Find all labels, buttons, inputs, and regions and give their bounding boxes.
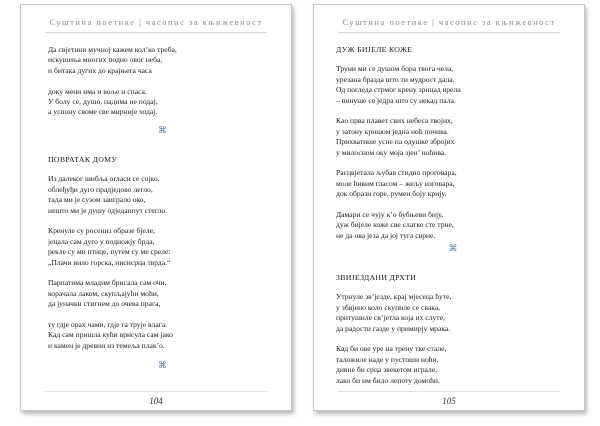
verse-line: и камен је древни из темеља плак’о. <box>48 340 165 350</box>
verse-line: док образи горе, румен боју крију. <box>336 189 447 199</box>
verse-line: да радости газде у примирју мрака. <box>336 323 451 333</box>
verse-line: Да свјетини мучној кажем кол’ко треба, <box>48 45 177 54</box>
running-header: Суштина поетике | часопис за књижевност <box>49 17 263 27</box>
page-number: 104 <box>149 396 163 406</box>
poem-title: ЗВИЈЕЗДАНИ ДРХТИ <box>336 273 417 282</box>
verse-line: не да ова језа да јој туга сврне. <box>336 230 436 240</box>
right-page <box>313 4 585 411</box>
poem-povratak-domu <box>48 155 277 362</box>
ornament-icon: ⌘ <box>448 243 458 253</box>
verse-line: дуж бијеле коже све слатко сте трне, <box>336 220 454 230</box>
verse-line: да јуначки стигнем до очева прага, <box>48 299 161 309</box>
stanza <box>336 116 570 158</box>
footer-rule <box>338 391 560 392</box>
verse-line: лако би им било лепоту домоћи. <box>336 375 440 385</box>
verse-line: – винуше се једра што су некад пала. <box>336 95 456 105</box>
verse-line: рекле су ми птице, путем су ме среле: <box>48 247 171 257</box>
verse-line: Утрнуле зв’језде, крај мјесеца ћуте, <box>336 292 452 302</box>
page-number: 105 <box>442 396 456 406</box>
stanza <box>336 64 570 106</box>
verse-line: Кад сам пришла кући врисула сам јако <box>48 330 173 340</box>
footer-rule <box>45 391 267 392</box>
verse-line: нешто ми је душу одједанпут стегло. <box>48 205 168 215</box>
stanza <box>48 45 277 76</box>
verse-line: притушиле св’јетла која их слуте, <box>336 313 445 323</box>
verse-line: моле ћивим гласом – жељу изговара, <box>336 178 455 188</box>
verse-line: Од погледа стрмог крену зрнцад врела <box>336 85 461 95</box>
header-rule <box>45 32 267 33</box>
ornament-icon: ⌘ <box>158 360 167 370</box>
verse-line: урезана бразда што ти мудрост дала. <box>336 74 455 84</box>
stanza <box>48 278 277 309</box>
verse-line: доку мени има и воље и спаса. <box>48 86 147 96</box>
verse-line: искушења многих подно овог неба, <box>48 55 163 65</box>
verse-line: Труни ми се душом бора твога чела, <box>336 64 454 74</box>
verse-line: таложиле наде у пустоши ноћи, <box>336 354 439 364</box>
verse-line: Кад би ове уре на трену тке стале, <box>336 344 447 354</box>
verse-line: у затону кришом једна ноћ почива. <box>336 126 449 136</box>
verse-line: Као прва плавет свих небеса твојих, <box>336 116 453 126</box>
stanza <box>48 174 277 216</box>
verse-line: ту гдје орах чами, гдје га трује влага. <box>48 320 168 330</box>
ornament-icon: ⌘ <box>158 125 167 135</box>
verse-line: и битака дугих до крајњега часа <box>48 65 152 75</box>
verse-line: дивне би срца звекетом играле, <box>336 365 437 375</box>
verse-line: Кренуле су росениз образе бјеле, <box>48 226 155 236</box>
verse-line: а успону своме све мирније ходај. <box>48 107 158 117</box>
verse-line: јецала сам дуго у подножју брда, <box>48 236 155 246</box>
poem-continuation <box>48 45 277 128</box>
stanza <box>336 168 570 199</box>
poem-title: ПОВРАТАК ДОМУ <box>48 155 118 164</box>
verse-line: У болу се, душо, падима не подај, <box>48 97 158 107</box>
verse-line: Парпатима младим брисала сам очи, <box>48 278 167 288</box>
verse-line: у збијено коло скупиле се свака, <box>336 302 441 312</box>
stanza <box>336 210 570 241</box>
verse-line: „Плачи вило горска, нисисрца тврда.“ <box>48 257 171 267</box>
stanza <box>336 344 570 386</box>
verse-line: Дамари се чују к’о бубњеви бију, <box>336 210 444 220</box>
verse-line: облеђуђи дуго прадједово легло, <box>48 184 153 194</box>
verse-line: корачала лаком, скупљајући моћи, <box>48 288 159 298</box>
verse-line: у милосном оку моја зјен’ ноћива. <box>336 147 447 157</box>
verse-line: Из далеког шибља огласи се сојко, <box>48 174 160 184</box>
stanza <box>48 320 277 351</box>
stanza <box>48 226 277 268</box>
header-rule <box>338 32 560 33</box>
poem-zvijezdani-drhti <box>336 273 570 396</box>
stanza <box>336 292 570 334</box>
stanza <box>48 87 277 118</box>
running-header: Суштина поетике | часопис за књижевност <box>342 17 556 27</box>
verse-line: Расцвјетала љубав стидно проговара, <box>336 168 457 178</box>
poem-title: ДУЖ БИЈЕЛЕ КОЖЕ <box>336 45 413 54</box>
left-page <box>20 4 292 411</box>
poem-duz-bijele-koze <box>336 45 570 252</box>
verse-line: Прихватише усне па одушке збројих <box>336 137 455 147</box>
verse-line: тада ми је сузом заиграло око, <box>48 195 146 205</box>
